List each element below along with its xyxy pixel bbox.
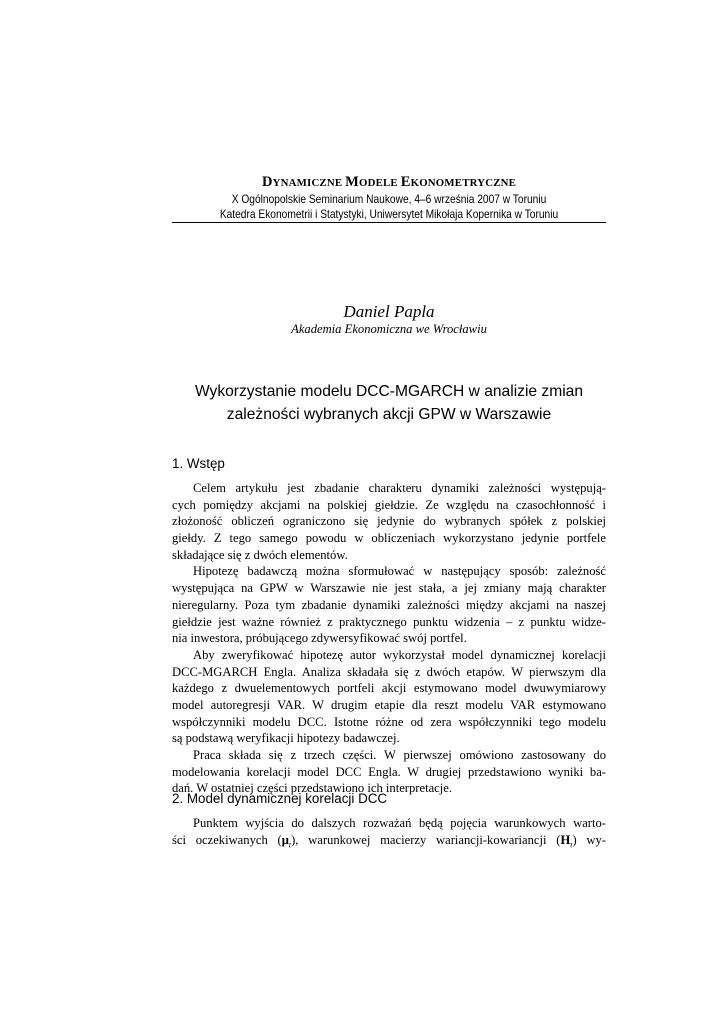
text-line: model autoregresji VAR. W drugim etapie dla reszt modelu VAR estymowano (172, 697, 606, 712)
series-word-1: DYNAMICZNE (261, 174, 346, 190)
section-heading-dcc: 2. Model dynamicznej korelacji DCC (172, 791, 388, 806)
text-line: ści oczekiwanych $(\mu_t)$, warunkowej macierzy wariancji-kowariancji $(H_t)$ wy- (172, 832, 606, 850)
text-line: składające się z dwóch elementów. (172, 547, 348, 562)
text-line: nieregularny. Poza tym zbadanie dynamiki zależności między akcjami na naszej (172, 597, 606, 612)
text-line: są podstawą weryfikacji hipotezy badawczej. (172, 731, 400, 746)
paper-title (150, 380, 628, 426)
series-header (172, 173, 606, 222)
text-line: Aby zweryfikować hipotezę autor wykorzystał model dynamicznej korelacji (193, 647, 606, 662)
text-line: Praca składa się z trzech części. W pierwszej omówiono zastosowany do (193, 748, 606, 762)
dcc-body (172, 815, 606, 848)
series-title (172, 173, 606, 192)
author-name: Daniel Papla (343, 302, 435, 321)
mu-symbol: $\mu_t$ (281, 832, 292, 850)
conference-line: X Ogólnopolskie Seminarium Naukowe, 4–6 września 2007 w Toruniu (231, 193, 547, 206)
text-line: dań. W ostatniej części przedstawiono ich interpretacje. (172, 781, 452, 796)
author-affiliation: Akademia Ekonomiczna we Wrocławiu (291, 322, 487, 336)
text-line: cych pomiędzy akcjami na polskiej giełdzie. Ze względu na czasochłonność i (172, 497, 606, 512)
text-line: Punktem wyjścia do dalszych rozważań będą pojęcia warunkowych warto- (193, 816, 606, 830)
header-rule (172, 222, 606, 223)
text-line: Hipotezę badawczą można sformułować w następujący sposób: zależność (193, 564, 606, 579)
text-line: giełdy. Z tego samego powodu w obliczeniach wykorzystano jedynie portfele (172, 531, 606, 546)
title-line: Wykorzystanie modelu DCC-MGARCH w analizie zmian (194, 383, 584, 400)
text-line: złożoność obliczeń ograniczono się jedynie do wybranych spółek z polskiej (172, 514, 606, 529)
text-line: giełdzie jest ważne również z praktycznego punktu widzenia – z punktu widze- (172, 614, 606, 629)
section-heading-intro: 1. Wstęp (172, 456, 225, 471)
text-line: nia inwestora, próbującego zdywersyfikować swój portfel. (172, 631, 467, 646)
department-line: Katedra Ekonometrii i Statystyki, Uniwersytet Mikołaja Kopernika w Toruniu (219, 208, 559, 221)
intro-body (172, 480, 606, 797)
series-word-3: EKONOMETRYCZNE (400, 174, 517, 190)
title-line: zależności wybranych akcji GPW w Warszawie (226, 406, 552, 423)
H-symbol: $H_t$ (560, 832, 573, 850)
text-line: modelowania korelacji model DCC Engla. W drugiej przedstawiono wyniki ba- (172, 764, 606, 779)
text-line: DCC-MGARCH Engla. Analiza składała się z dwóch etapów. W pierwszym dla (172, 664, 606, 679)
text-line: Celem artykułu jest zbadanie charakteru dynamiki zależności występują- (193, 481, 606, 495)
series-word-2: MODELE (345, 174, 401, 190)
text-line: współczynniki modelu DCC. Istotne różne od zera współczynniki tego modelu (172, 714, 606, 729)
text-line: występująca na GPW w Warszawie nie jest stała, a jej zmiany mają charakter (172, 581, 606, 596)
text-line: każdego z dwuelementowych portfeli akcji estymowano model dwuwymiarowy (172, 681, 606, 696)
